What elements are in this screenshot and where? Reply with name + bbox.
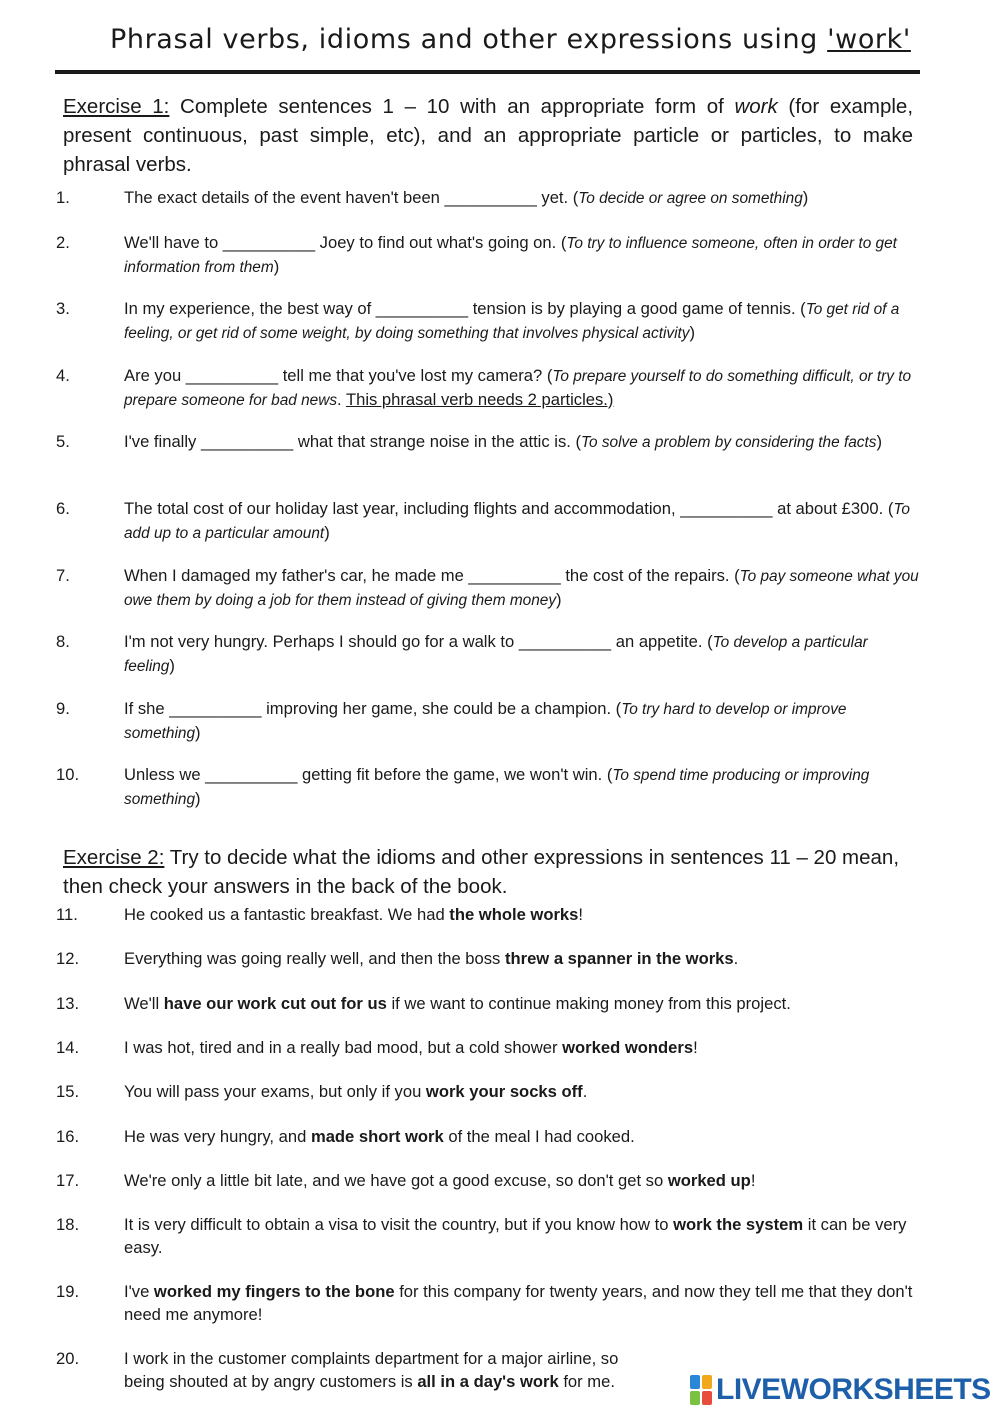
- item-sentence: [124, 187, 922, 211]
- definition: To get rid of a feeling, or get rid of some weight, by doing something that involves physical activity: [124, 301, 900, 342]
- exercise-1-item: [56, 565, 922, 612]
- exercise-1-item: [56, 187, 922, 211]
- logo-tile: [690, 1391, 700, 1405]
- sentence-text: It is very difficult to obtain a visa to visit the country, but if you know how to: [124, 1215, 674, 1234]
- sentence-text: I've finally __________ what that strange noise in the attic is. (: [124, 432, 582, 451]
- exercise-1-item: [56, 631, 922, 678]
- sentence-text: for me.: [558, 1371, 615, 1391]
- item-sentence: [124, 1170, 922, 1193]
- sentence-text: for this company for twenty years, and now they tell me that they don't need me anymore!: [124, 1282, 913, 1324]
- idiom: all in a day's work: [417, 1371, 559, 1391]
- definition: To prepare yourself to do something difficult, or try to prepare someone for bad news: [124, 368, 912, 409]
- sentence-text: ): [195, 722, 201, 742]
- item-number: 2.: [56, 233, 70, 252]
- sentence-text: !: [750, 1171, 756, 1190]
- item-sentence: [124, 1214, 922, 1259]
- sentence-text: In my experience, the best way of __________ tension is by playing a good game of tennis. (: [124, 299, 806, 318]
- exercise-2-item: [56, 1214, 922, 1259]
- sentence-text: Are you __________ tell me that you've lost my camera? (: [124, 366, 553, 385]
- title-text: Phrasal verbs, idioms and other expressions using: [110, 24, 828, 55]
- sentence-text: ): [169, 655, 175, 675]
- item-number: 13.: [56, 994, 80, 1013]
- item-sentence: [124, 631, 922, 678]
- exercise-2-item: [56, 1170, 922, 1193]
- idiom: threw a spanner in the works: [504, 949, 734, 968]
- item-sentence: [124, 1081, 922, 1104]
- sentence-text: The total cost of our holiday last year, including flights and accommodation, __________ at about £300. (: [124, 499, 894, 518]
- idiom: worked up: [667, 1171, 751, 1190]
- logo-tile: [702, 1375, 712, 1389]
- sentence-text: of the meal I had cooked.: [443, 1127, 635, 1146]
- logo-tile: [690, 1375, 700, 1389]
- idiom: work your socks off: [425, 1082, 583, 1101]
- logo-mark-icon: [690, 1375, 712, 1405]
- definition: To pay someone what you owe them by doing a job for them instead of giving them money: [124, 568, 919, 609]
- item-number: 17.: [56, 1171, 80, 1190]
- idiom: have our work cut out for us: [163, 994, 387, 1013]
- definition: To try hard to develop or improve something: [124, 701, 847, 742]
- sentence-text: ): [324, 522, 330, 542]
- exercise-1-item: [56, 764, 922, 811]
- title-highlight: 'work': [827, 24, 911, 55]
- liveworksheets-logo[interactable]: [690, 1372, 991, 1408]
- sentence-text: I was hot, tired and in a really bad mood, but a cold shower: [124, 1038, 563, 1057]
- item-sentence: [124, 764, 922, 811]
- exercise-1-item: [56, 232, 922, 279]
- item-number: 5.: [56, 432, 70, 451]
- item-sentence: [124, 565, 922, 612]
- item-sentence: [124, 298, 922, 345]
- logo-text: LIVEWORKSHEETS: [716, 1373, 991, 1406]
- idiom: the whole works: [449, 905, 579, 924]
- item-sentence: [124, 365, 922, 412]
- exercise-2-item: [56, 1281, 922, 1326]
- definition: To spend time producing or improving something: [124, 767, 870, 808]
- sentence-text: .: [582, 1082, 588, 1101]
- sentence-text: I work in the customer complaints department for a major airline, so being shouted at by angry customers is: [124, 1349, 619, 1391]
- item-number: 6.: [56, 499, 70, 518]
- underlined-note: This phrasal verb needs 2 particles.): [345, 389, 614, 409]
- item-number: 20.: [56, 1349, 80, 1368]
- sentence-text: If she __________ improving her game, she could be a champion. (: [124, 699, 622, 718]
- item-number: 8.: [56, 632, 70, 651]
- item-number: 11.: [56, 905, 78, 924]
- exercise-2-item: [56, 1126, 922, 1149]
- item-sentence: [124, 1037, 922, 1060]
- instruction-text: (for example, present continuous, past simple, etc), and an appropriate particle or particles, to make phrasal verbs.: [63, 95, 914, 176]
- item-number: 7.: [56, 566, 70, 585]
- exercise-1-item: [56, 698, 922, 745]
- item-sentence: [124, 904, 922, 927]
- idiom: work the system: [673, 1215, 804, 1234]
- item-number: 18.: [56, 1215, 80, 1234]
- exercise-1-item: [56, 365, 922, 412]
- sentence-text: Unless we __________ getting fit before the game, we won't win. (: [124, 765, 613, 784]
- instruction-text: Complete sentences 1 – 10 with an appropriate form of: [169, 95, 735, 118]
- exercise-2-item: [56, 1348, 656, 1393]
- exercise-2-item: [56, 904, 922, 927]
- sentence-text: The exact details of the event haven't been __________ yet. (: [124, 188, 579, 207]
- item-number: 1.: [56, 188, 70, 207]
- sentence-text: ): [273, 256, 280, 276]
- item-sentence: [124, 498, 922, 545]
- sentence-text: !: [693, 1038, 698, 1057]
- item-sentence: [124, 1281, 922, 1326]
- item-sentence: [124, 948, 922, 971]
- exercise-1-item: [56, 431, 922, 455]
- exercise-1-item: [56, 298, 922, 345]
- item-number: 3.: [56, 299, 70, 318]
- sentence-text: ): [556, 589, 562, 609]
- sentence-text: !: [578, 905, 584, 924]
- item-sentence: [124, 431, 922, 455]
- definition: To develop a particular feeling: [124, 634, 868, 675]
- sentence-text: ): [689, 322, 696, 342]
- item-number: 14.: [56, 1038, 80, 1057]
- sentence-text: We'll have to __________ Joey to find out what's going on. (: [124, 233, 567, 252]
- item-number: 15.: [56, 1082, 80, 1101]
- sentence-text: .: [337, 389, 346, 409]
- definition: To add up to a particular amount: [124, 501, 910, 542]
- exercise-2-item: [56, 948, 922, 971]
- sentence-text: We'll: [124, 994, 164, 1013]
- item-number: 4.: [56, 366, 70, 385]
- item-number: 16.: [56, 1127, 80, 1146]
- idiom: worked wonders: [562, 1038, 694, 1057]
- sentence-text: You will pass your exams, but only if you: [124, 1082, 426, 1101]
- instruction-text: Try to decide what the idioms and other expressions in sentences 11 – 20 mean, then check your answers in the back of the book.: [63, 846, 900, 898]
- item-sentence: [124, 1126, 922, 1149]
- item-number: 19.: [56, 1282, 80, 1301]
- item-sentence: [124, 993, 922, 1016]
- sentence-text: ): [876, 432, 882, 451]
- sentence-text: ): [802, 188, 809, 207]
- sentence-text: I've: [124, 1282, 154, 1301]
- sentence-text: it can be very easy.: [124, 1215, 907, 1257]
- exercise-2-item: [56, 993, 922, 1016]
- sentence-text: We're only a little bit late, and we have got a good excuse, so don't get so: [124, 1171, 668, 1190]
- sentence-text: .: [733, 949, 739, 968]
- sentence-text: ): [195, 788, 201, 808]
- sentence-text: He was very hungry, and: [124, 1127, 311, 1146]
- item-sentence: [124, 232, 922, 279]
- exercise-2-item: [56, 1081, 922, 1104]
- sentence-text: Everything was going really well, and then the boss: [124, 949, 505, 968]
- exercise-1-label: Exercise 1:: [63, 95, 170, 118]
- item-number: 10.: [56, 765, 80, 784]
- exercise-2-item: [56, 1037, 922, 1060]
- item-number: 9.: [56, 699, 70, 718]
- sentence-text: if we want to continue making money from this project.: [386, 994, 791, 1013]
- instruction-emphasis: work: [734, 95, 778, 118]
- title-divider: [55, 70, 920, 74]
- idiom: made short work: [310, 1127, 444, 1146]
- idiom: worked my fingers to the bone: [153, 1282, 395, 1301]
- page-title: [110, 24, 920, 55]
- definition: To solve a problem by considering the facts: [581, 434, 877, 451]
- logo-tile: [702, 1391, 712, 1405]
- item-sentence: [124, 698, 922, 745]
- sentence-text: He cooked us a fantastic breakfast. We had: [124, 905, 450, 924]
- exercise-1-instruction: [63, 92, 913, 179]
- exercise-2-instruction: [63, 843, 913, 901]
- definition: To try to influence someone, often in order to get information from them: [124, 235, 897, 276]
- exercise-2-label: Exercise 2:: [63, 846, 165, 869]
- sentence-text: When I damaged my father's car, he made me __________ the cost of the repairs. (: [124, 566, 740, 585]
- definition: To decide or agree on something: [578, 190, 803, 207]
- sentence-text: I'm not very hungry. Perhaps I should go for a walk to __________ an appetite. (: [124, 632, 713, 651]
- exercise-1-item: [56, 498, 922, 545]
- item-sentence: [124, 1348, 656, 1393]
- item-number: 12.: [56, 949, 80, 968]
